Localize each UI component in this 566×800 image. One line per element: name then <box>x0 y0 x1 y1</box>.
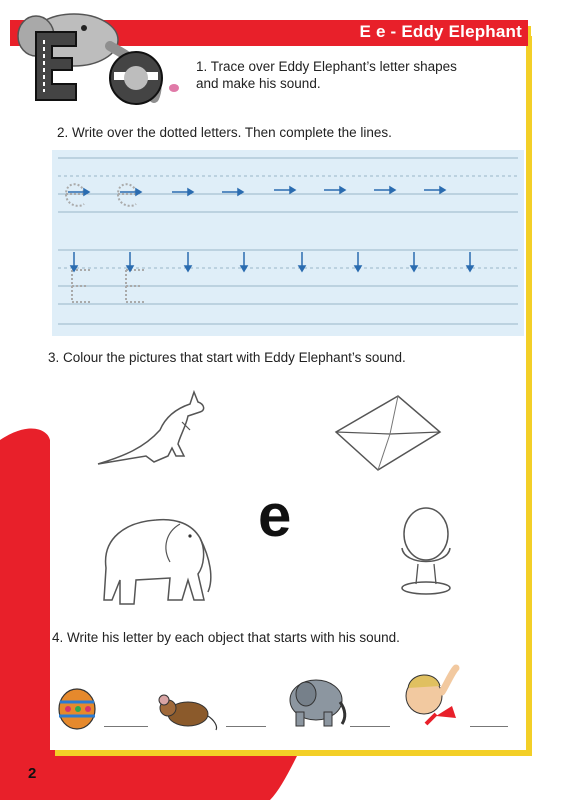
page-title: E e - Eddy Elephant <box>359 22 522 41</box>
envelope-icon[interactable] <box>332 392 444 474</box>
elephant-icon[interactable] <box>284 672 350 730</box>
instruction-step3: 3. Colour the pictures that start with Eddy Elephant’s sound. <box>48 350 406 365</box>
instruction-step1-line2: and make his sound. <box>196 76 321 91</box>
instruction-step2: 2. Write over the dotted letters. Then complete the lines. <box>57 125 392 140</box>
stroke-arrows-row2 <box>60 250 480 274</box>
elephant-icon[interactable] <box>96 508 216 612</box>
egg-in-cup-icon[interactable] <box>390 504 462 600</box>
eddy-elephant-logo <box>14 6 190 110</box>
instruction-step4: 4. Write his letter by each object that starts with his sound. <box>52 630 400 645</box>
answer-blank[interactable] <box>470 726 508 727</box>
kangaroo-icon[interactable] <box>94 386 210 470</box>
girl-waving-icon[interactable] <box>396 662 466 732</box>
instruction-step1-line1: 1. Trace over Eddy Elephant’s letter shapes <box>196 59 457 74</box>
answer-blank[interactable] <box>104 726 148 727</box>
yellow-border <box>526 36 532 756</box>
page-number: 2 <box>28 765 37 782</box>
easter-egg-icon[interactable] <box>54 688 100 730</box>
centre-letter-e: e <box>258 482 292 549</box>
answer-blank[interactable] <box>226 726 266 727</box>
answer-blank[interactable] <box>350 726 390 727</box>
stroke-arrows-row1 <box>60 184 460 198</box>
mouse-icon[interactable] <box>156 690 220 732</box>
